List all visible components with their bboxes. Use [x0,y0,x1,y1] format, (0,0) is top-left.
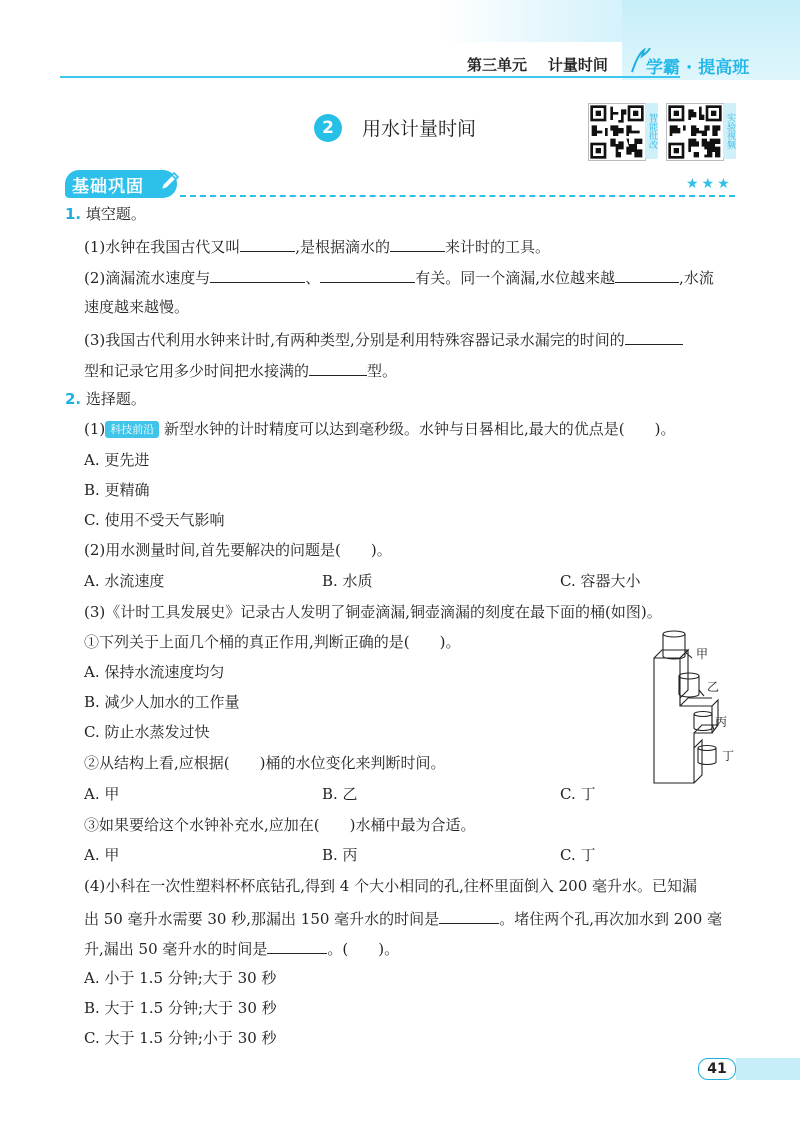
lesson-number-badge: 2 [314,114,342,142]
qr-label: 智能批改 [645,103,658,159]
text: )。 [370,541,392,559]
brand-title: 学霸 · 提高班 [646,58,750,78]
tech-frontier-tag: 科技前沿 [105,421,159,438]
q1-sub2-cont: 速度越来越慢。 [84,298,190,316]
text: ,水流 [679,269,714,287]
answer-blank[interactable] [210,266,305,283]
option[interactable]: A. 甲 [84,846,120,864]
text: 。( [327,940,349,958]
question-number: 1. [65,205,82,223]
text: )。 [378,940,400,958]
question-number: 2. [65,390,82,408]
text: (2)用水测量时间,首先要解决的问题是( [84,541,341,559]
option[interactable]: C. 大于 1.5 分钟;小于 30 秒 [84,1029,277,1047]
text: 型。 [367,362,398,380]
option[interactable]: B. 丙 [322,846,358,864]
qr-code-icon[interactable] [588,103,646,161]
option[interactable]: C. 使用不受天气影响 [84,511,225,529]
section-divider [180,195,735,197]
text: ②从结构上看,应根据( [84,754,230,772]
answer-blank[interactable] [309,359,367,376]
water-clock-figure [640,628,745,788]
question-title: 选择题。 [85,390,146,408]
text: ,是根据滴水的 [295,238,391,256]
q2-part3-sub2 [84,753,445,773]
answer-blank[interactable] [615,266,679,283]
text: 。堵住两个孔,再次加水到 200 毫 [499,910,723,928]
text: ③如果要给这个水钟补充水,应加在( [84,816,320,834]
q2-part4-cont [84,937,399,959]
option[interactable]: A. 更先进 [84,451,150,469]
text: )桶的水位变化来判断时间。 [259,754,446,772]
text: (3)我国古代利用水钟来计时,有两种类型,分别是利用特殊容器记录水漏完的时间的 [84,331,625,349]
option[interactable]: B. 减少人加水的工作量 [84,693,240,711]
header-divider [60,76,680,78]
figure-label: 丁 [722,749,735,763]
answer-blank[interactable] [439,907,499,924]
text: 升,漏出 50 毫升水的时间是 [84,940,268,958]
option[interactable]: C. 容器大小 [560,572,641,590]
option[interactable]: C. 丁 [560,846,596,864]
option[interactable]: B. 乙 [322,785,358,803]
text: (2)滴漏流水速度与 [84,269,211,287]
text: 、 [305,269,321,287]
q1-sub1 [84,235,550,257]
text: 出 50 毫升水需要 30 秒,那漏出 150 毫升水的时间是 [84,910,440,928]
section-label: 基础巩固 [72,177,144,197]
q2-part4-cont [84,907,722,929]
question-1-heading [65,204,146,224]
qr-label: 实验视频 [723,103,736,159]
q2-part3-sub3 [84,815,475,835]
q2-part2 [84,540,392,560]
text: 型和记录它用多少时间把水接满的 [84,362,310,380]
lesson-title: 用水计量时间 [362,118,477,140]
answer-blank[interactable] [240,235,295,252]
footer-band [736,1058,800,1080]
qr-code-icon[interactable] [666,103,724,161]
question-title: 填空题。 [85,205,146,223]
q2-part3-sub1 [84,632,460,652]
option[interactable]: A. 保持水流速度均匀 [84,663,225,681]
text: )。 [439,633,461,651]
figure-label: 丙 [715,715,728,729]
q1-sub3-cont [84,359,397,381]
difficulty-stars: ★★★ [686,176,733,192]
option[interactable]: C. 丁 [560,785,596,803]
option[interactable]: A. 水流速度 [84,572,165,590]
text: (1) [84,420,106,438]
option[interactable]: A. 甲 [84,785,120,803]
q2-part1 [84,419,676,439]
question-2-heading [65,389,146,409]
text: 来计时的工具。 [445,238,551,256]
answer-blank[interactable] [267,937,327,954]
text: )。 [654,420,676,438]
text: ①下列关于上面几个桶的真正作用,判断正确的是( [84,633,410,651]
text: (1)水钟在我国古代又叫 [84,238,241,256]
pencil-icon [157,171,181,195]
q1-sub2 [84,266,714,288]
answer-blank[interactable] [390,235,445,252]
text: 有关。同一个滴漏,水位越来越 [415,269,616,287]
option[interactable]: C. 防止水蒸发过快 [84,723,210,741]
figure-label: 甲 [696,647,709,661]
option[interactable]: B. 更精确 [84,481,150,499]
page-number: 41 [698,1058,736,1080]
q2-part3: (3)《计时工具发展史》记录古人发明了铜壶滴漏,铜壶滴漏的刻度在最下面的桶(如图)。 [84,603,662,621]
answer-blank[interactable] [625,328,683,345]
answer-blank[interactable] [320,266,415,283]
text: 新型水钟的计时精度可以达到毫秒级。水钟与日晷相比,最大的优点是( [164,420,625,438]
option[interactable]: A. 小于 1.5 分钟;大于 30 秒 [84,969,277,987]
figure-label: 乙 [707,680,720,694]
q1-sub3 [84,328,683,350]
option[interactable]: B. 水质 [322,572,373,590]
option[interactable]: B. 大于 1.5 分钟;大于 30 秒 [84,999,277,1017]
text: )水桶中最为合适。 [349,816,476,834]
unit-title: 第三单元 计量时间 [467,56,608,74]
q2-part4: (4)小科在一次性塑料杯杯底钻孔,得到 4 个大小相同的孔,往杯里面倒入 200 毫升水。已知漏 [84,877,698,895]
